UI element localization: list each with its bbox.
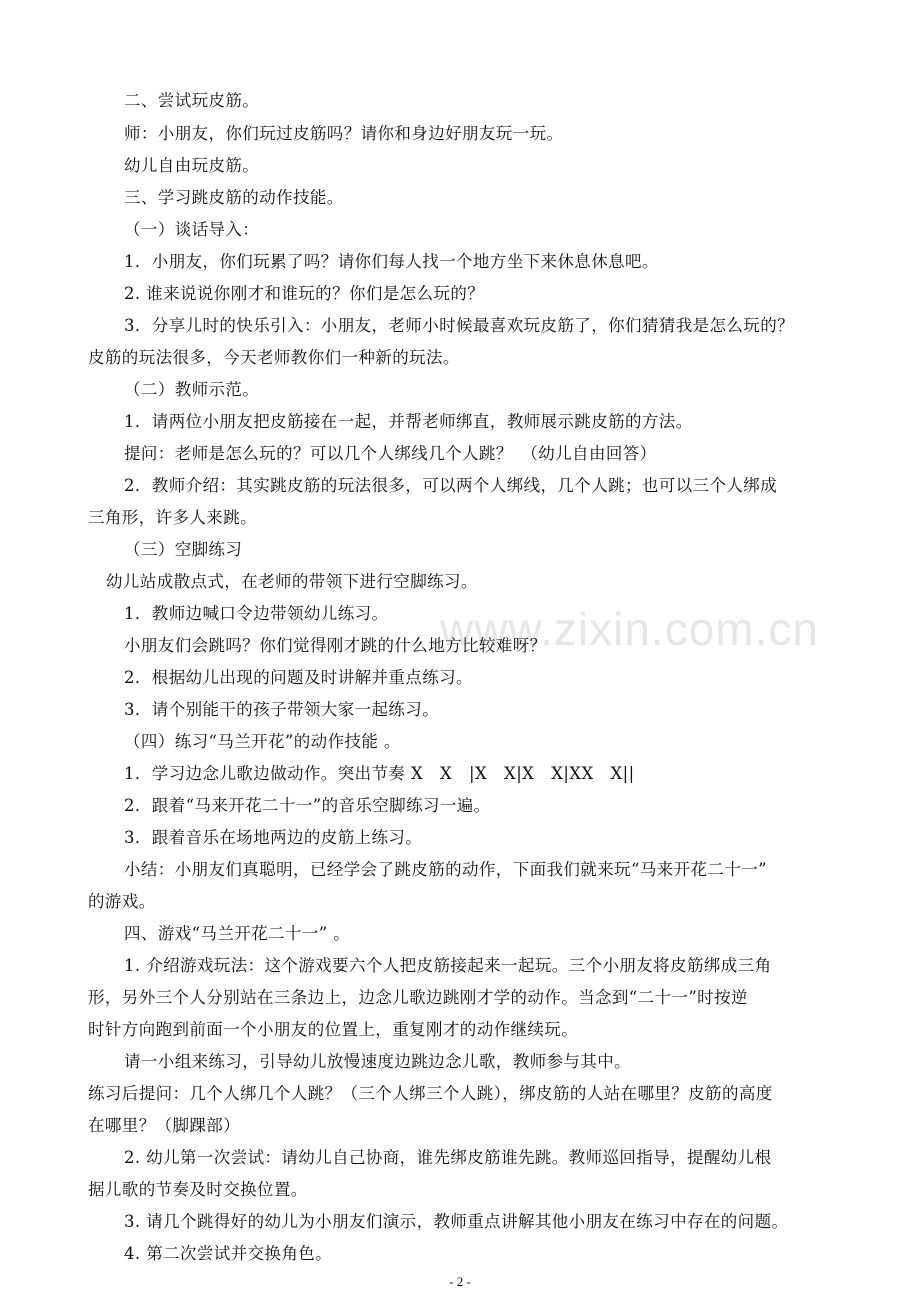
text-line: 四、游戏“马兰开花二十一” 。 [124,924,351,943]
text-line: （四）练习“马兰开花”的动作技能 。 [124,732,401,751]
text-line: 2．跟着“马来开花二十一”的音乐空脚练习一遍。 [124,796,491,815]
text-line: 提问：老师是怎么玩的？可以几个人绑线几个人跳？ （幼儿自由回答） [124,444,657,463]
text-line: 1．学习边念儿歌边做动作。突出节奏 X X |X X|X X|XX X|| [124,764,635,783]
text-line: 3．跟着音乐在场地两边的皮筋上练习。 [124,828,423,847]
text-line: 3．分享儿时的快乐引入：小朋友，老师小时候最喜欢玩皮筋了，你们猜猜我是怎么玩的？ [124,316,794,335]
text-line: 师：小朋友，你们玩过皮筋吗？请你和身边好朋友玩一玩。 [124,124,564,143]
text-line: 1. 介绍游戏玩法：这个游戏要六个人把皮筋接起来一起玩。三个小朋友将皮筋绑成三角 [124,956,772,975]
text-line: 练习后提问：几个人绑几个人跳？（三个人绑三个人跳），绑皮筋的人站在哪里？皮筋的高度 [88,1084,773,1103]
text-line: 3. 请几个跳得好的幼儿为小朋友们演示，教师重点讲解其他小朋友在练习中存在的问题。 [124,1212,789,1231]
text-line: （一）谈话导入： [124,220,260,239]
text-line: 1．请两位小朋友把皮筋接在一起，并帮老师绑直，教师展示跳皮筋的方法。 [124,412,693,431]
text-line: 2．根据幼儿出现的问题及时讲解并重点练习。 [124,668,473,687]
text-line: 4. 第二次尝试并交换角色。 [124,1244,333,1263]
text-line: 1．教师边喊口令边带领幼儿练习。 [124,604,389,623]
text-line: 幼儿站成散点式，在老师的带领下进行空脚练习。 [106,572,478,591]
text-line: 2. 谁来说说你刚才和谁玩的？你们是怎么玩的？ [124,284,485,303]
text-line: 形，另外三个人分别站在三条边上，边念儿歌边跳刚才学的动作。当念到“二十一”时按逆 [88,988,748,1007]
text-line: 小朋友们会跳吗？你们觉得刚才跳的什么地方比较难呀？ [124,636,547,655]
text-line: 2. 幼儿第一次尝试：请幼儿自己协商，谁先绑皮筋谁先跳。教师巡回指导，提醒幼儿根 [124,1148,772,1167]
text-line: 二、尝试玩皮筋。 [124,91,260,110]
text-line: 幼儿自由玩皮筋。 [124,156,260,175]
text-line: 时针方向跑到前面一个小朋友的位置上，重复刚才的动作继续玩。 [88,1020,579,1039]
text-line: 请一小组来练习，引导幼儿放慢速度边跳边念儿歌，教师参与其中。 [124,1052,631,1071]
text-line: 皮筋的玩法很多，今天老师教你们一种新的玩法。 [88,348,460,367]
page-number: - 2 - [449,1274,471,1289]
watermark: www.zixin.com.cn [440,603,819,655]
text-line: （三）空脚练习 [124,540,243,559]
text-line: 据儿歌的节奏及时交换位置。 [88,1180,308,1199]
text-line: 3．请个别能干的孩子带领大家一起练习。 [124,700,440,719]
text-line: （二）教师示范。 [124,380,260,399]
text-line: 2．教师介绍：其实跳皮筋的玩法很多，可以两个人绑线，几个人跳；也可以三个人绑成 [124,476,778,495]
text-line: 的游戏。 [88,892,156,911]
text-line: 三角形，许多人来跳。 [88,508,257,527]
text-line: 三、学习跳皮筋的动作技能。 [124,188,344,207]
text-line: 小结：小朋友们真聪明，已经学会了跳皮筋的动作，下面我们就来玩“马来开花二十一” [124,860,767,879]
text-line: 在哪里？（脚踝部） [88,1116,241,1135]
text-line: 1．小朋友，你们玩累了吗？请你们每人找一个地方坐下来休息休息吧。 [124,252,659,271]
